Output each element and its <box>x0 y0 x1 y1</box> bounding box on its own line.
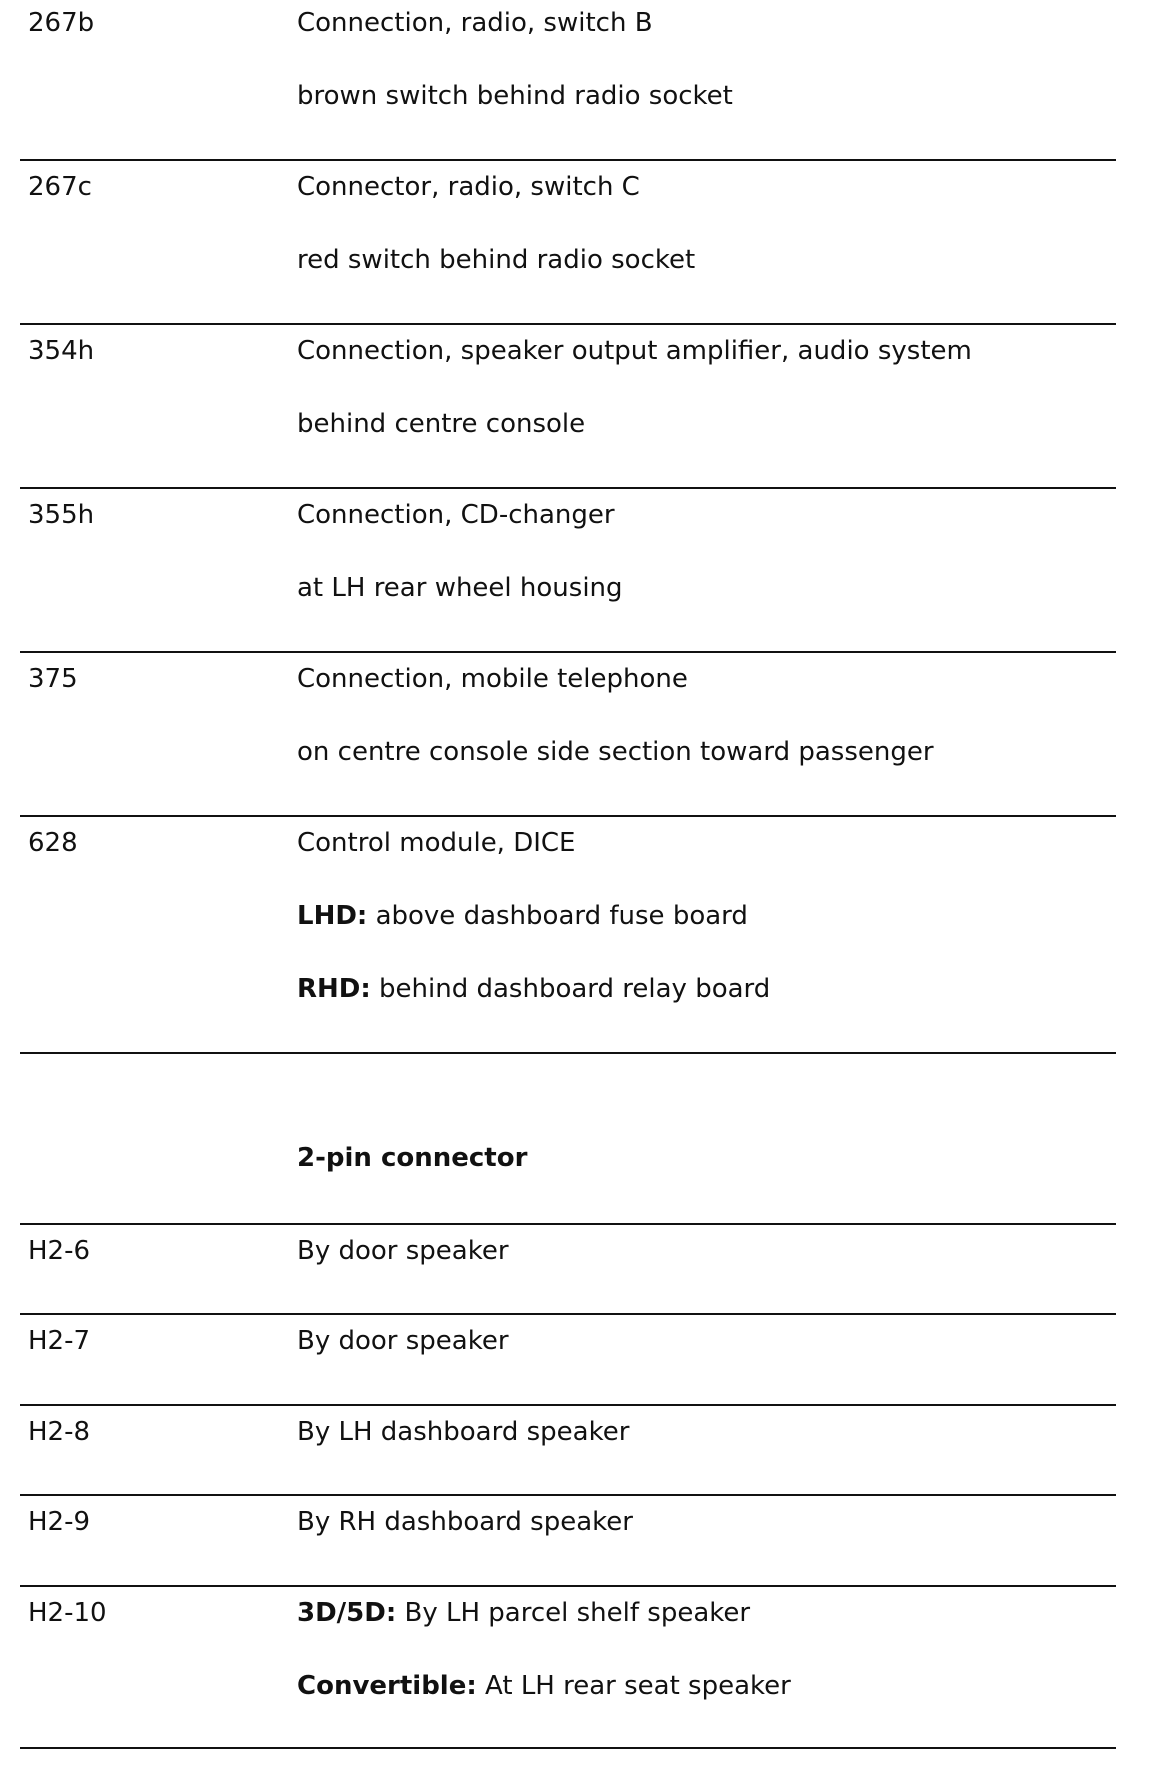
row-divider <box>20 323 1116 325</box>
location-line <box>297 901 748 931</box>
row-divider <box>20 1223 1116 1225</box>
connector-code: H2-10 <box>28 1598 107 1628</box>
connector-code: 267b <box>28 8 95 38</box>
description-line: Connector, radio, switch C <box>297 172 640 202</box>
variant-text: above dashboard fuse board <box>367 901 748 931</box>
connector-code: 355h <box>28 500 95 530</box>
row-divider <box>20 159 1116 161</box>
variant-text: By LH parcel shelf speaker <box>396 1598 751 1628</box>
connector-code: H2-8 <box>28 1417 91 1447</box>
connector-code: 267c <box>28 172 92 202</box>
description-line: Connection, radio, switch B <box>297 8 653 38</box>
description-line: Control module, DICE <box>297 828 576 858</box>
connector-code: 375 <box>28 664 78 694</box>
row-divider <box>20 1585 1116 1587</box>
row-divider <box>20 487 1116 489</box>
variant-label: 3D/5D: <box>297 1598 397 1628</box>
variant-text: behind dashboard relay board <box>370 974 771 1004</box>
location-line <box>297 1598 750 1628</box>
row-divider <box>20 815 1116 817</box>
location-line: on centre console side section toward passenger <box>297 737 934 767</box>
location-line: By LH dashboard speaker <box>297 1417 630 1447</box>
location-line: By door speaker <box>297 1326 509 1356</box>
location-line <box>297 974 770 1004</box>
location-line: red switch behind radio socket <box>297 245 696 275</box>
connector-code: H2-9 <box>28 1507 91 1537</box>
connector-code: H2-6 <box>28 1236 91 1266</box>
description-line: Connection, mobile telephone <box>297 664 688 694</box>
row-divider <box>20 1747 1116 1749</box>
location-line: By RH dashboard speaker <box>297 1507 633 1537</box>
description-line: Connection, CD-changer <box>297 500 615 530</box>
location-line: brown switch behind radio socket <box>297 81 733 111</box>
variant-label: Convertible: <box>297 1671 477 1701</box>
variant-label: RHD: <box>297 974 371 1004</box>
row-divider <box>20 1404 1116 1406</box>
description-line: Connection, speaker output amplifier, audio system <box>297 336 972 366</box>
variant-label: LHD: <box>297 901 368 931</box>
connector-code: 354h <box>28 336 95 366</box>
location-line: By door speaker <box>297 1236 509 1266</box>
location-line: at LH rear wheel housing <box>297 573 623 603</box>
row-divider <box>20 651 1116 653</box>
row-divider <box>20 1494 1116 1496</box>
row-divider <box>20 1052 1116 1054</box>
variant-text: At LH rear seat speaker <box>476 1671 791 1701</box>
section-heading: 2-pin connector <box>297 1143 528 1173</box>
connector-code: H2-7 <box>28 1326 91 1356</box>
connector-code: 628 <box>28 828 78 858</box>
location-line <box>297 1671 791 1701</box>
location-line: behind centre console <box>297 409 586 439</box>
row-divider <box>20 1313 1116 1315</box>
